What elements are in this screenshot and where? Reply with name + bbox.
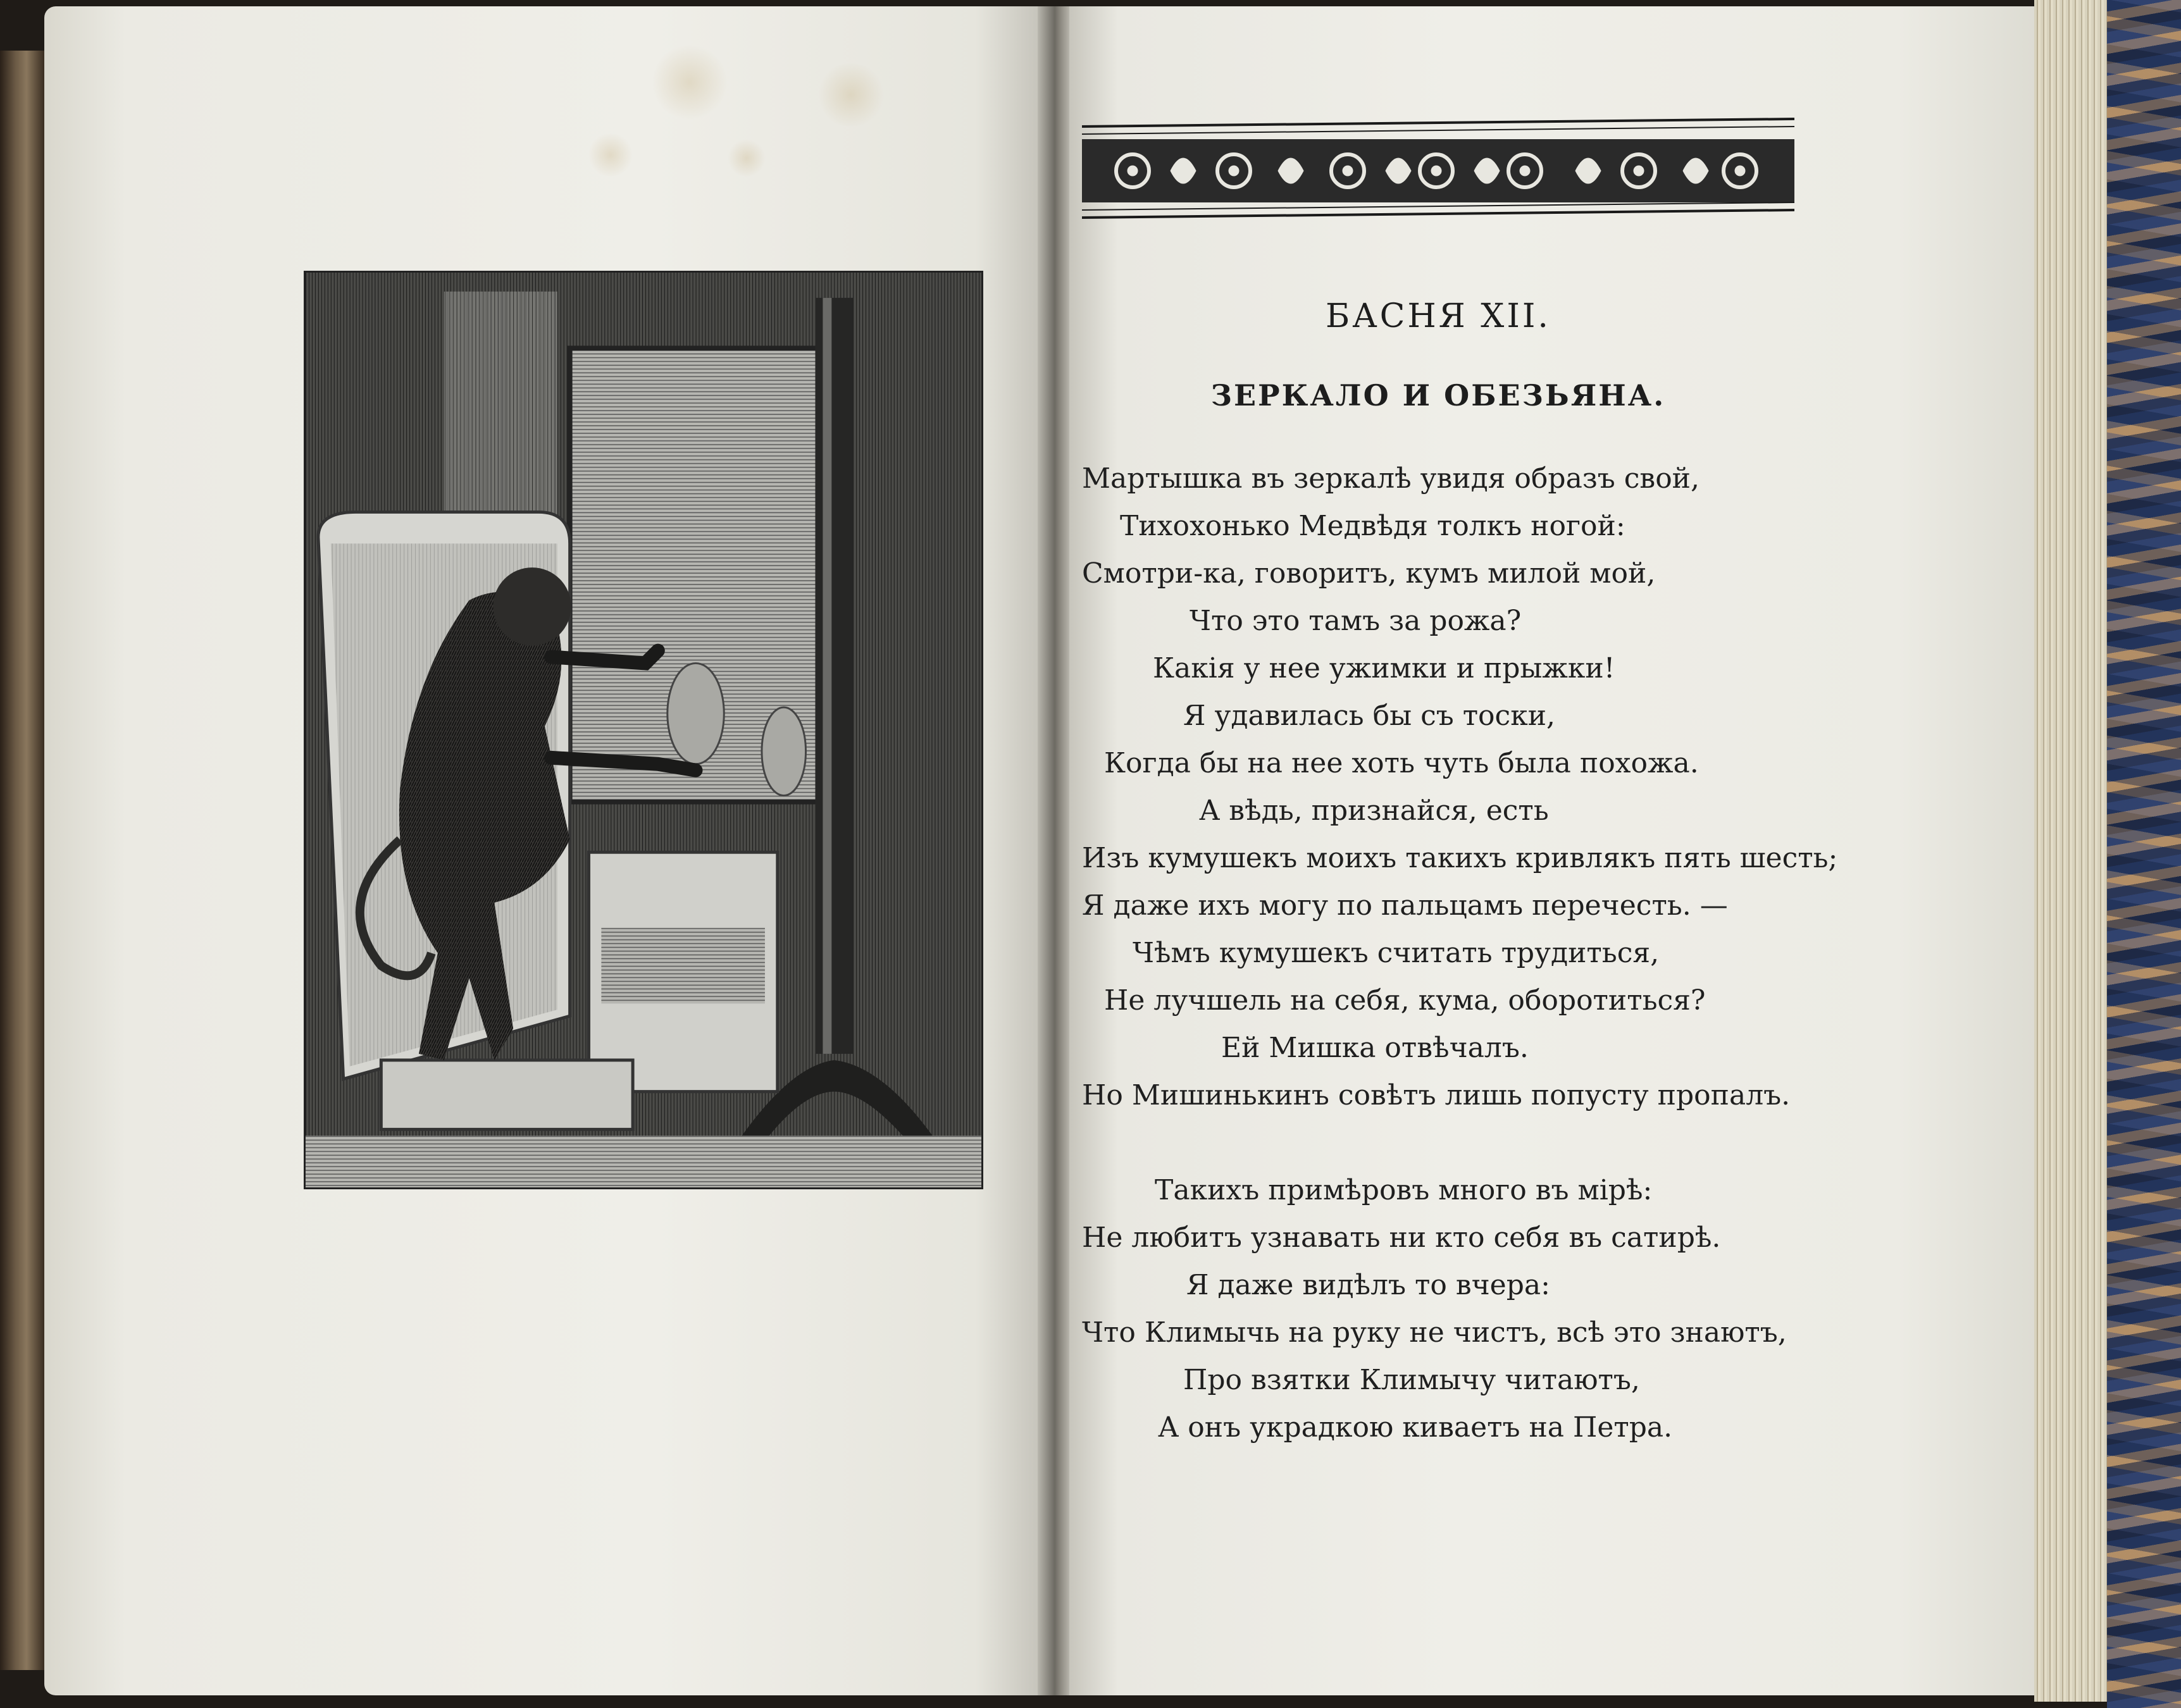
verse-line: Изъ кумушекъ моихъ такихъ кривлякъ пять шесть; [1082,842,1838,874]
verse-line: Я удавилась бы съ тоски, [1183,700,1556,732]
foxing-stain [652,44,728,120]
floral-ornament-band-icon [1082,114,1794,228]
fable-number: БАСНЯ XII. [1326,297,1551,335]
verse-line: А вѣдь, признайся, есть [1199,795,1549,827]
foxing-stain [588,133,633,177]
verse-line: Ей Мишка отвѣчалъ. [1221,1032,1529,1064]
verse-line: Про взятки Климычу читаютъ, [1183,1364,1640,1396]
verse-line: Тихохонько Медвѣдя толкъ ногой: [1120,510,1625,542]
foxing-stain [728,139,766,177]
foxing-stain [816,63,886,127]
page-edges [2034,0,2107,1702]
verse-line: Какія у нее ужимки и прыжки! [1153,652,1615,684]
verse-line: А онъ украдкою киваетъ на Петра. [1158,1411,1673,1444]
left-binding-edge [0,51,44,1670]
verse-line: Не лучшель на себя, кума, оборотиться? [1104,984,1706,1017]
verse-line: Не любитъ узнавать ни кто себя въ сатирѣ. [1082,1222,1721,1254]
engraving-monkey-mirror-icon [304,271,983,1189]
verse-line: Когда бы на нее хоть чуть была похожа. [1104,747,1699,779]
marbled-endpaper [2107,0,2181,1708]
verse-line: Мартышка въ зеркалѣ увидя образъ свой, [1082,462,1699,495]
verse-line: Что Климычь на руку не чистъ, всѣ это знаютъ, [1082,1316,1787,1349]
verse-line: Что это тамъ за рожа? [1190,605,1522,637]
verse-line: Я даже ихъ могу по пальцамъ перечесть. — [1082,889,1728,922]
verse-line: Такихъ примѣровъ много въ мірѣ: [1155,1174,1653,1206]
verse-line: Смотри-ка, говоритъ, кумъ милой мой, [1082,557,1656,590]
verse-line: Чѣмъ кумушекъ считать трудиться, [1133,937,1660,969]
fable-title: ЗЕРКАЛО И ОБЕЗЬЯНА. [1210,378,1666,412]
verse-line: Я даже видѣлъ то вчера: [1186,1269,1550,1301]
verse-line: Но Мишинькинъ совѣтъ лишь попусту пропалъ. [1082,1079,1791,1111]
